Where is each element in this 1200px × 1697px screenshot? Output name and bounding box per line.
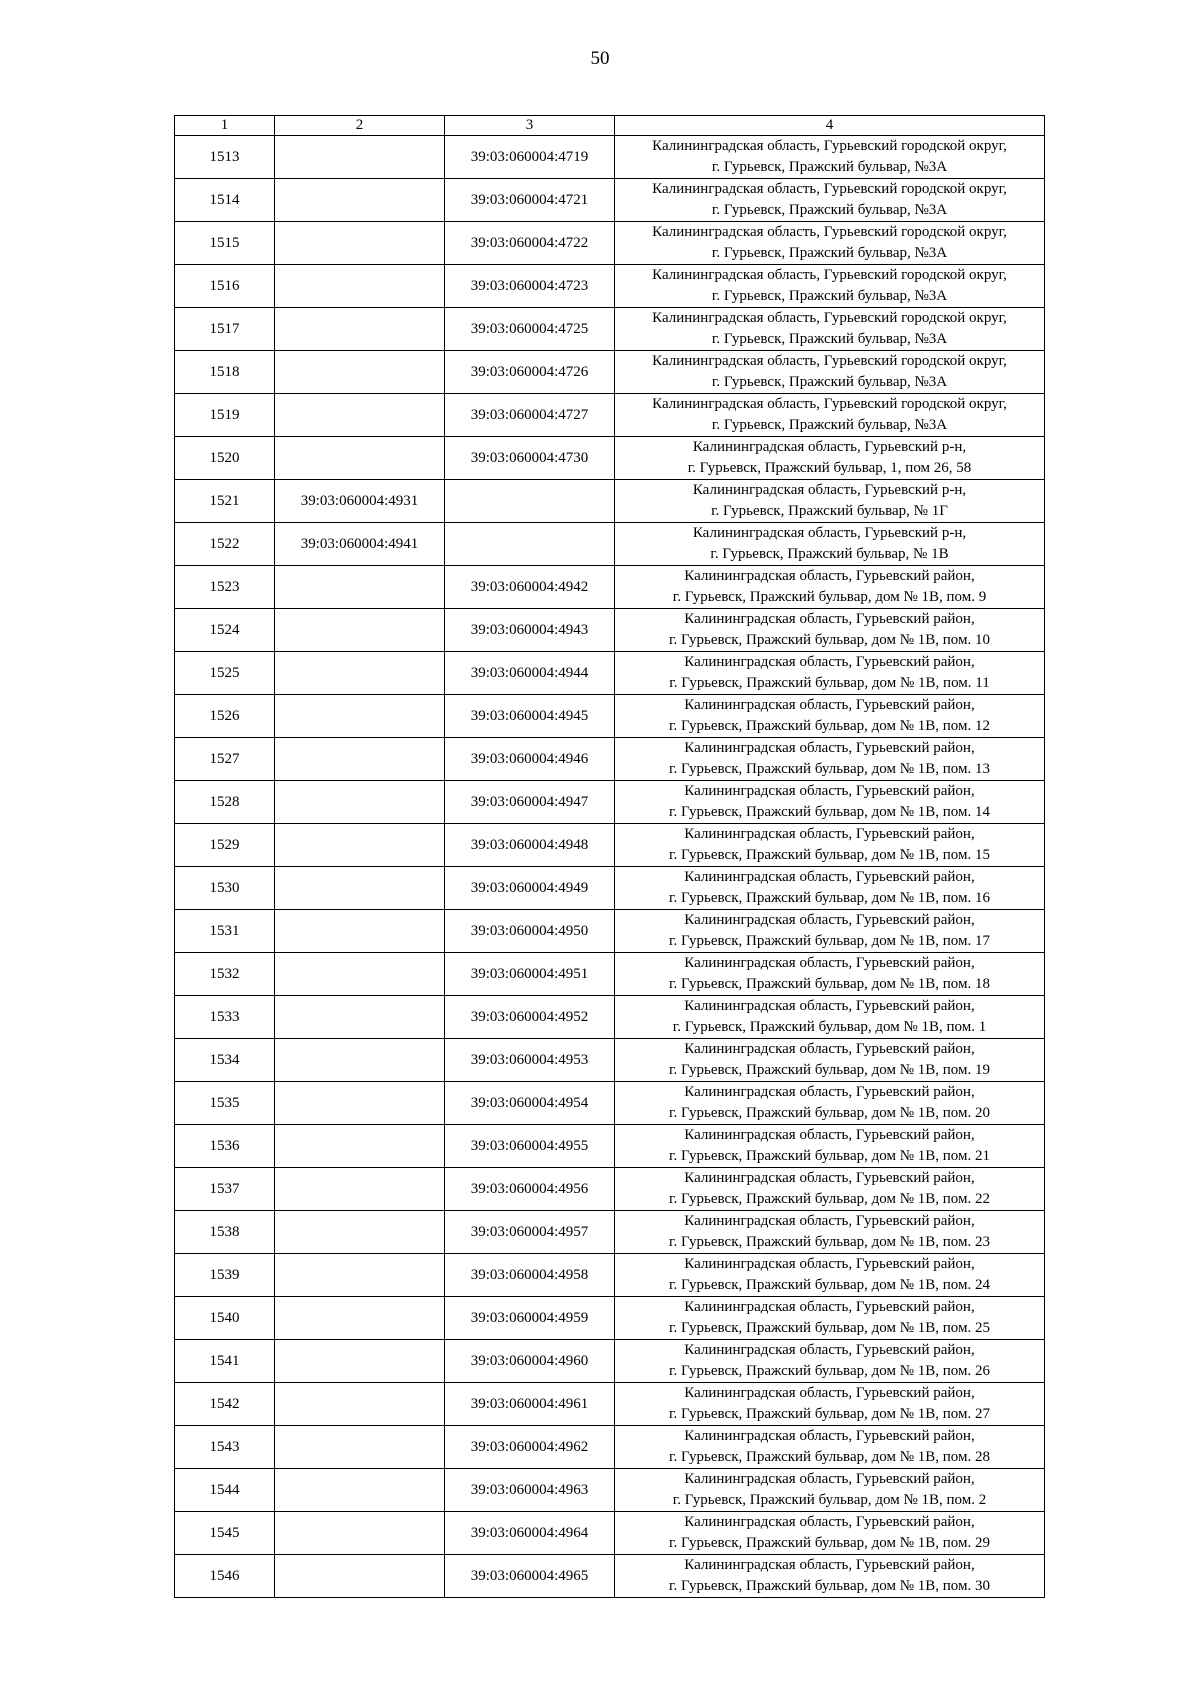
cadastral-number-cell: 39:03:060004:4958 [445,1254,615,1297]
row-number-cell: 1543 [175,1426,275,1469]
address-cell [615,179,1045,222]
table-row [175,1254,1045,1297]
cadastral-number-cell: 39:03:060004:4721 [445,179,615,222]
cadastral-number-cell [275,1426,445,1469]
address-line: г. Гурьевск, Пражский бульвар, дом № 1В, пом. 17 [669,933,990,949]
address-line: Калининградская область, Гурьевский район, [684,740,975,756]
cadastral-number-cell: 39:03:060004:4951 [445,953,615,996]
address-line: Калининградская область, Гурьевский район, [684,1514,975,1530]
table-row [175,1340,1045,1383]
address-line: Калининградская область, Гурьевский район, [684,955,975,971]
address-cell [615,781,1045,824]
cadastral-number-cell: 39:03:060004:4730 [445,437,615,480]
address-line: г. Гурьевск, Пражский бульвар, № 1Г [711,503,948,519]
row-number-cell: 1523 [175,566,275,609]
table-row [175,523,1045,566]
address-line: г. Гурьевск, Пражский бульвар, дом № 1В, пом. 18 [669,976,990,992]
table-row [175,1426,1045,1469]
cadastral-number-cell: 39:03:060004:4960 [445,1340,615,1383]
column-header-3: 3 [445,116,615,136]
cadastral-number-cell: 39:03:060004:4941 [275,523,445,566]
cadastral-number-cell: 39:03:060004:4946 [445,738,615,781]
cadastral-number-cell [275,394,445,437]
address-line: г. Гурьевск, Пражский бульвар, №3А [711,245,948,261]
cadastral-number-cell [275,652,445,695]
address-line: Калининградская область, Гурьевский район, [684,1299,975,1315]
address-line: Калининградская область, Гурьевский район, [684,654,975,670]
address-line: Калининградская область, Гурьевский район, [684,1557,975,1573]
address-cell [615,996,1045,1039]
cadastral-number-cell: 39:03:060004:4964 [445,1512,615,1555]
address-line: г. Гурьевск, Пражский бульвар, дом № 1В, пом. 25 [669,1320,990,1336]
address-cell [615,1512,1045,1555]
registry-table [174,115,1045,1598]
cadastral-number-cell: 39:03:060004:4963 [445,1469,615,1512]
row-number-cell: 1531 [175,910,275,953]
cadastral-number-cell [275,179,445,222]
address-line: Калининградская область, Гурьевский район, [684,1256,975,1272]
row-number-cell: 1544 [175,1469,275,1512]
cadastral-number-cell [275,1211,445,1254]
row-number-cell: 1533 [175,996,275,1039]
address-line: г. Гурьевск, Пражский бульвар, №3А [711,159,948,175]
address-cell [615,136,1045,179]
table-row [175,1469,1045,1512]
address-cell [615,394,1045,437]
cadastral-number-cell: 39:03:060004:4727 [445,394,615,437]
row-number-cell: 1515 [175,222,275,265]
cadastral-number-cell: 39:03:060004:4961 [445,1383,615,1426]
address-line: Калининградская область, Гурьевский район, [684,1213,975,1229]
address-cell [615,1254,1045,1297]
page-number: 50 [590,48,610,69]
address-cell [615,351,1045,394]
row-number-cell: 1538 [175,1211,275,1254]
cadastral-number-cell: 39:03:060004:4950 [445,910,615,953]
table-row [175,1082,1045,1125]
cadastral-number-cell [275,609,445,652]
table-row [175,1383,1045,1426]
table-row [175,652,1045,695]
address-line: Калининградская область, Гурьевский район, [684,1385,975,1401]
table-row [175,136,1045,179]
address-line: г. Гурьевск, Пражский бульвар, дом № 1В, пом. 9 [672,589,987,605]
address-line: г. Гурьевск, Пражский бульвар, №3А [711,331,948,347]
address-line: Калининградская область, Гурьевский городской округ, [652,138,1007,154]
table-row [175,566,1045,609]
cadastral-number-cell: 39:03:060004:4931 [275,480,445,523]
address-line: Калининградская область, Гурьевский район, [684,869,975,885]
row-number-cell: 1520 [175,437,275,480]
cadastral-number-cell [275,738,445,781]
address-line: г. Гурьевск, Пражский бульвар, дом № 1В, пом. 10 [669,632,990,648]
address-line: Калининградская область, Гурьевский район, [684,1170,975,1186]
cadastral-number-cell: 39:03:060004:4942 [445,566,615,609]
cadastral-number-cell: 39:03:060004:4723 [445,265,615,308]
cadastral-number-cell [275,1168,445,1211]
address-line: Калининградская область, Гурьевский городской округ, [652,396,1007,412]
cadastral-number-cell [275,996,445,1039]
cadastral-number-cell [275,1039,445,1082]
cadastral-number-cell [275,1555,445,1598]
row-number-cell: 1521 [175,480,275,523]
row-number-cell: 1537 [175,1168,275,1211]
table-row [175,1125,1045,1168]
row-number-cell: 1513 [175,136,275,179]
row-number-cell: 1530 [175,867,275,910]
table-row [175,695,1045,738]
cadastral-number-cell: 39:03:060004:4953 [445,1039,615,1082]
address-cell [615,1297,1045,1340]
address-line: Калининградская область, Гурьевский район, [684,611,975,627]
cadastral-number-cell [275,222,445,265]
address-cell [615,910,1045,953]
address-line: Калининградская область, Гурьевский городской округ, [652,267,1007,283]
address-line: г. Гурьевск, Пражский бульвар, №3А [711,374,948,390]
address-line: г. Гурьевск, Пражский бульвар, дом № 1В, пом. 2 [672,1492,987,1508]
row-number-cell: 1527 [175,738,275,781]
address-cell [615,609,1045,652]
address-cell [615,1211,1045,1254]
table-body [175,136,1045,1598]
address-cell [615,738,1045,781]
row-number-cell: 1517 [175,308,275,351]
address-line: Калининградская область, Гурьевский район, [684,998,975,1014]
row-number-cell: 1536 [175,1125,275,1168]
row-number-cell: 1516 [175,265,275,308]
row-number-cell: 1529 [175,824,275,867]
address-cell [615,1383,1045,1426]
cadastral-number-cell [445,480,615,523]
address-line: Калининградская область, Гурьевский р-н, [692,525,967,541]
cadastral-number-cell [275,1340,445,1383]
cadastral-number-cell: 39:03:060004:4959 [445,1297,615,1340]
cadastral-number-cell [445,523,615,566]
address-line: г. Гурьевск, Пражский бульвар, дом № 1В, пом. 24 [669,1277,990,1293]
address-line: Калининградская область, Гурьевский район, [684,1127,975,1143]
cadastral-number-cell [275,1512,445,1555]
address-line: г. Гурьевск, Пражский бульвар, дом № 1В, пом. 21 [669,1148,990,1164]
table-row [175,781,1045,824]
address-line: г. Гурьевск, Пражский бульвар, дом № 1В, пом. 13 [669,761,990,777]
row-number-cell: 1532 [175,953,275,996]
table-row [175,394,1045,437]
table-row [175,308,1045,351]
cadastral-number-cell [275,351,445,394]
address-line: г. Гурьевск, Пражский бульвар, дом № 1В, пом. 28 [669,1449,990,1465]
address-cell [615,1469,1045,1512]
cadastral-number-cell [275,308,445,351]
cadastral-number-cell [275,136,445,179]
address-line: Калининградская область, Гурьевский городской округ, [652,224,1007,240]
cadastral-number-cell [275,824,445,867]
cadastral-number-cell: 39:03:060004:4949 [445,867,615,910]
address-line: Калининградская область, Гурьевский р-н, [692,439,967,455]
address-line: г. Гурьевск, Пражский бульвар, дом № 1В, пом. 11 [669,675,990,691]
table-row [175,910,1045,953]
address-line: г. Гурьевск, Пражский бульвар, №3А [711,288,948,304]
column-header-1: 1 [175,116,275,136]
address-line: г. Гурьевск, Пражский бульвар, дом № 1В, пом. 12 [669,718,990,734]
cadastral-number-cell: 39:03:060004:4947 [445,781,615,824]
address-line: Калининградская область, Гурьевский район, [684,1342,975,1358]
address-line: г. Гурьевск, Пражский бульвар, дом № 1В, пом. 1 [672,1019,987,1035]
cadastral-number-cell: 39:03:060004:4965 [445,1555,615,1598]
table-row [175,1211,1045,1254]
address-line: г. Гурьевск, Пражский бульвар, дом № 1В, пом. 23 [669,1234,990,1250]
row-number-cell: 1545 [175,1512,275,1555]
row-number-cell: 1541 [175,1340,275,1383]
address-line: г. Гурьевск, Пражский бульвар, дом № 1В, пом. 29 [669,1535,990,1551]
address-cell [615,1125,1045,1168]
cadastral-number-cell [275,695,445,738]
address-line: Калининградская область, Гурьевский район, [684,912,975,928]
row-number-cell: 1518 [175,351,275,394]
address-line: г. Гурьевск, Пражский бульвар, №3А [711,202,948,218]
table-row [175,1297,1045,1340]
row-number-cell: 1522 [175,523,275,566]
table-row [175,996,1045,1039]
address-line: Калининградская область, Гурьевский район, [684,826,975,842]
cadastral-number-cell [275,910,445,953]
address-cell [615,308,1045,351]
cadastral-number-cell [275,1383,445,1426]
address-line: г. Гурьевск, Пражский бульвар, № 1В [710,546,949,562]
address-line: Калининградская область, Гурьевский городской округ, [652,181,1007,197]
cadastral-number-cell: 39:03:060004:4956 [445,1168,615,1211]
row-number-cell: 1542 [175,1383,275,1426]
row-number-cell: 1540 [175,1297,275,1340]
address-line: г. Гурьевск, Пражский бульвар, дом № 1В, пом. 20 [669,1105,990,1121]
address-cell [615,695,1045,738]
address-line: Калининградская область, Гурьевский район, [684,568,975,584]
address-line: г. Гурьевск, Пражский бульвар, дом № 1В, пом. 22 [669,1191,990,1207]
address-line: Калининградская область, Гурьевский район, [684,783,975,799]
row-number-cell: 1514 [175,179,275,222]
table-row [175,824,1045,867]
address-cell [615,523,1045,566]
address-line: Калининградская область, Гурьевский р-н, [692,482,967,498]
address-cell [615,437,1045,480]
cadastral-number-cell [275,1082,445,1125]
row-number-cell: 1539 [175,1254,275,1297]
table-row [175,1039,1045,1082]
table-row [175,1512,1045,1555]
cadastral-number-cell [275,265,445,308]
table-row [175,480,1045,523]
address-line: Калининградская область, Гурьевский район, [684,1428,975,1444]
address-line: Калининградская область, Гурьевский городской округ, [652,310,1007,326]
cadastral-number-cell: 39:03:060004:4955 [445,1125,615,1168]
cadastral-number-cell: 39:03:060004:4957 [445,1211,615,1254]
row-number-cell: 1524 [175,609,275,652]
cadastral-number-cell [275,1297,445,1340]
address-line: г. Гурьевск, Пражский бульвар, дом № 1В, пом. 26 [669,1363,990,1379]
address-line: Калининградская область, Гурьевский район, [684,697,975,713]
address-line: г. Гурьевск, Пражский бульвар, дом № 1В, пом. 27 [669,1406,990,1422]
address-cell [615,222,1045,265]
table-row [175,351,1045,394]
address-line: г. Гурьевск, Пражский бульвар, дом № 1В, пом. 15 [669,847,990,863]
address-line: г. Гурьевск, Пражский бульвар, дом № 1В, пом. 19 [669,1062,990,1078]
address-cell [615,480,1045,523]
cadastral-number-cell: 39:03:060004:4726 [445,351,615,394]
cadastral-number-cell [275,437,445,480]
column-header-2: 2 [275,116,445,136]
row-number-cell: 1535 [175,1082,275,1125]
column-header-4: 4 [615,116,1045,136]
cadastral-number-cell [275,781,445,824]
table-row [175,179,1045,222]
address-cell [615,824,1045,867]
cadastral-number-cell: 39:03:060004:4962 [445,1426,615,1469]
table-row [175,609,1045,652]
address-cell [615,1555,1045,1598]
cadastral-number-cell: 39:03:060004:4725 [445,308,615,351]
cadastral-number-cell: 39:03:060004:4943 [445,609,615,652]
cadastral-number-cell [275,953,445,996]
cadastral-number-cell [275,1254,445,1297]
row-number-cell: 1525 [175,652,275,695]
cadastral-number-cell: 39:03:060004:4948 [445,824,615,867]
cadastral-number-cell [275,1125,445,1168]
row-number-cell: 1534 [175,1039,275,1082]
cadastral-number-cell [275,566,445,609]
row-number-cell: 1528 [175,781,275,824]
address-line: Калининградская область, Гурьевский район, [684,1471,975,1487]
address-line: г. Гурьевск, Пражский бульвар, дом № 1В, пом. 14 [669,804,990,820]
address-cell [615,953,1045,996]
address-cell [615,1426,1045,1469]
address-cell [615,1082,1045,1125]
table-row [175,738,1045,781]
table-row [175,222,1045,265]
address-cell [615,1340,1045,1383]
address-line: г. Гурьевск, Пражский бульвар, №3А [711,417,948,433]
address-line: Калининградская область, Гурьевский городской округ, [652,353,1007,369]
address-cell [615,566,1045,609]
row-number-cell: 1526 [175,695,275,738]
address-cell [615,1168,1045,1211]
table-row [175,953,1045,996]
address-line: Калининградская область, Гурьевский район, [684,1041,975,1057]
address-cell [615,867,1045,910]
cadastral-number-cell: 39:03:060004:4954 [445,1082,615,1125]
address-cell [615,1039,1045,1082]
address-cell [615,652,1045,695]
table-row [175,867,1045,910]
cadastral-number-cell [275,867,445,910]
cadastral-number-cell: 39:03:060004:4719 [445,136,615,179]
address-line: г. Гурьевск, Пражский бульвар, 1, пом 26, 58 [687,460,972,476]
row-number-cell: 1519 [175,394,275,437]
cadastral-number-cell: 39:03:060004:4722 [445,222,615,265]
address-line: г. Гурьевск, Пражский бульвар, дом № 1В, пом. 16 [669,890,990,906]
table-row [175,265,1045,308]
table-row [175,1555,1045,1598]
address-line: г. Гурьевск, Пражский бульвар, дом № 1В, пом. 30 [669,1578,990,1594]
table-row [175,437,1045,480]
table-header-row [175,116,1045,136]
address-line: Калининградская область, Гурьевский район, [684,1084,975,1100]
row-number-cell: 1546 [175,1555,275,1598]
cadastral-number-cell: 39:03:060004:4945 [445,695,615,738]
table-row [175,1168,1045,1211]
cadastral-number-cell: 39:03:060004:4952 [445,996,615,1039]
address-cell [615,265,1045,308]
cadastral-number-cell: 39:03:060004:4944 [445,652,615,695]
cadastral-number-cell [275,1469,445,1512]
